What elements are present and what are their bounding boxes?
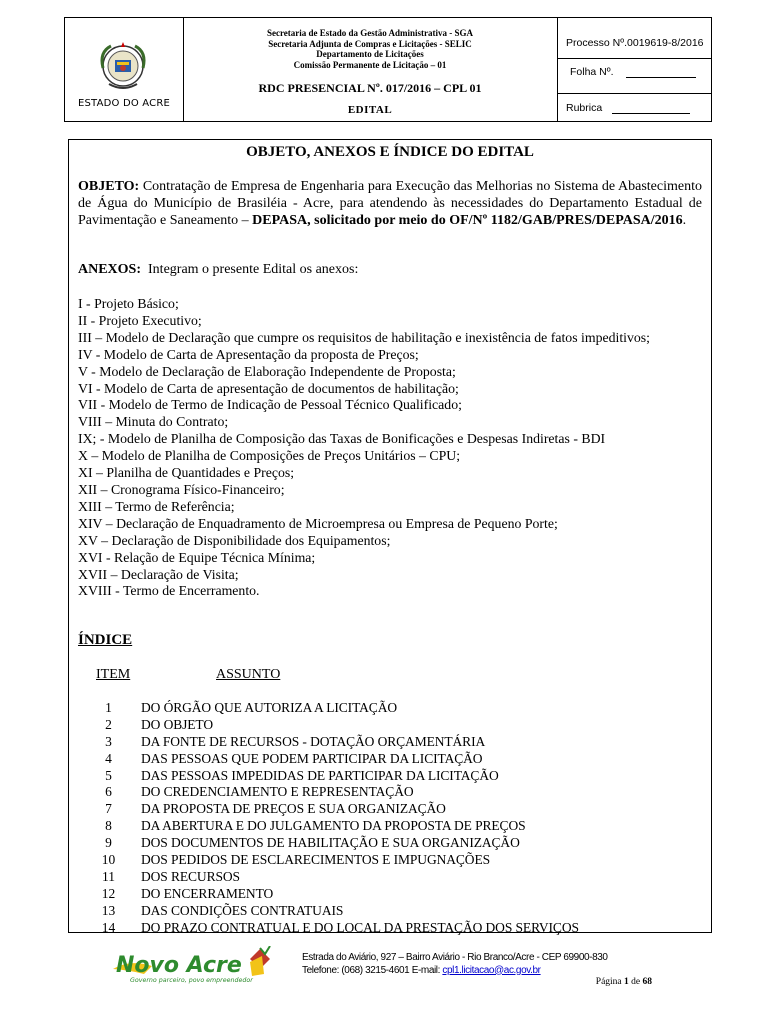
list-item: XVII – Declaração de Visita; bbox=[78, 566, 239, 582]
indice-subject: DAS PESSOAS IMPEDIDAS DE PARTICIPAR DA LICITAÇÃO bbox=[141, 767, 499, 783]
indice-number: 11 bbox=[102, 868, 115, 884]
header-line: Departamento de Licitações bbox=[316, 49, 424, 59]
indice-subject: DO ENCERRAMENTO bbox=[141, 885, 274, 901]
indice-number: 4 bbox=[105, 750, 112, 766]
indice-subject: DO PRAZO CONTRATUAL E DO LOCAL DA PRESTAÇÃO DOS SERVIÇOS bbox=[141, 919, 579, 935]
folha-label: Folha Nº. bbox=[570, 66, 614, 78]
logo-wordmark: Novo Acre bbox=[116, 953, 242, 978]
list-item: XVI - Relação de Equipe Técnica Mínima; bbox=[78, 549, 316, 565]
indice-subject: DOS RECURSOS bbox=[141, 868, 240, 884]
indice-row bbox=[69, 801, 711, 818]
contact-line bbox=[302, 965, 608, 978]
indice-number: 3 bbox=[105, 733, 112, 749]
indice-subject: DO OBJETO bbox=[141, 716, 213, 732]
current-page: 1 bbox=[624, 977, 629, 987]
objeto-bold-text: DEPASA, solicitado por meio do OF/Nº 1182/GAB/PRES/DEPASA/2016 bbox=[252, 213, 683, 228]
document-header bbox=[64, 17, 712, 122]
list-item: X – Modelo de Planilha de Composições de Preços Unitários – CPU; bbox=[78, 448, 461, 464]
indice-row bbox=[69, 700, 711, 717]
indice-number: 9 bbox=[105, 835, 112, 851]
logo-tagline: Governo parceiro, povo empreendedor bbox=[130, 977, 253, 984]
rubrica-blank bbox=[612, 103, 690, 114]
indice-row bbox=[69, 734, 711, 751]
list-item: XVIII - Termo de Encerramento. bbox=[78, 583, 260, 599]
indice-title: ÍNDICE bbox=[78, 632, 133, 648]
indice-number: 1 bbox=[105, 700, 112, 715]
list-item: XII – Cronograma Físico-Financeiro; bbox=[78, 481, 285, 497]
indice-number: 7 bbox=[105, 801, 112, 817]
divider bbox=[558, 58, 712, 59]
objeto-label: OBJETO: bbox=[78, 179, 140, 194]
edital-label: EDITAL bbox=[347, 104, 393, 116]
indice-list bbox=[69, 700, 711, 936]
header-logo-cell bbox=[65, 18, 184, 121]
list-item: IV - Modelo de Carta de Apresentação da proposta de Preços; bbox=[78, 346, 419, 362]
anexos-label: ANEXOS: bbox=[78, 262, 142, 277]
rdc-number: RDC PRESENCIAL Nº. 017/2016 – CPL 01 bbox=[258, 81, 482, 95]
list-item: XIII – Termo de Referência; bbox=[78, 498, 235, 514]
page-mid: de bbox=[628, 977, 643, 987]
indice-row bbox=[69, 886, 711, 903]
indice-row bbox=[69, 869, 711, 886]
header-process-cell bbox=[557, 18, 712, 121]
indice-number: 5 bbox=[105, 767, 112, 783]
header-agency-lines bbox=[183, 28, 557, 70]
document-body bbox=[68, 139, 712, 933]
list-item: I - Projeto Básico; bbox=[78, 296, 179, 311]
indice-subject: DA FONTE DE RECURSOS - DOTAÇÃO ORÇAMENTÁRIA bbox=[141, 733, 486, 749]
processo-number: Processo Nº.0019619-8/2016 bbox=[566, 37, 704, 49]
indice-number: 13 bbox=[101, 902, 116, 918]
anexos-intro: Integram o presente Edital os anexos: bbox=[148, 262, 359, 277]
indice-subject: DA PROPOSTA DE PREÇOS E SUA ORGANIZAÇÃO bbox=[141, 801, 446, 817]
section-title: OBJETO, ANEXOS E ÍNDICE DO EDITAL bbox=[246, 144, 534, 160]
indice-col-item: ITEM bbox=[96, 667, 131, 682]
list-item: VI - Modelo de Carta de apresentação de documentos de habilitação; bbox=[78, 380, 459, 396]
indice-number: 8 bbox=[105, 818, 112, 834]
indice-row bbox=[69, 751, 711, 768]
email-link[interactable]: cpl1.licitacao@ac.gov.br bbox=[442, 964, 541, 976]
indice-number: 2 bbox=[105, 716, 112, 732]
list-item: XV – Declaração de Disponibilidade dos Equipamentos; bbox=[78, 532, 391, 548]
footer-address bbox=[302, 952, 608, 977]
indice-subject: DOS DOCUMENTOS DE HABILITAÇÃO E SUA ORGANIZAÇÃO bbox=[141, 835, 520, 851]
indice-col-assunto: ASSUNTO bbox=[216, 667, 281, 682]
header-line: Secretaria Adjunta de Compras e Licitações - SELIC bbox=[268, 38, 472, 49]
indice-row bbox=[69, 835, 711, 852]
header-line: Secretaria de Estado da Gestão Administrativa - SGA bbox=[266, 28, 474, 38]
rubrica-field bbox=[566, 102, 690, 114]
indice-subject: DOS PEDIDOS DE ESCLARECIMENTOS E IMPUGNAÇÕES bbox=[141, 852, 491, 868]
list-item: VIII – Minuta do Contrato; bbox=[78, 414, 229, 430]
rubrica-label: Rubrica bbox=[566, 102, 603, 114]
list-item: II - Projeto Executivo; bbox=[78, 312, 202, 328]
indice-subject: DO CREDENCIAMENTO E REPRESENTAÇÃO bbox=[141, 784, 414, 800]
folha-blank bbox=[626, 67, 696, 78]
novo-acre-logo-icon bbox=[110, 946, 275, 986]
divider bbox=[558, 93, 712, 94]
indice-row bbox=[69, 852, 711, 869]
state-label: ESTADO DO ACRE bbox=[77, 98, 171, 109]
list-item: V - Modelo de Declaração de Elaboração Independente de Proposta; bbox=[78, 363, 456, 379]
folha-field bbox=[570, 66, 696, 78]
indice-number: 6 bbox=[105, 784, 112, 800]
indice-row bbox=[69, 768, 711, 785]
address-line: Estrada do Aviário, 927 – Bairro Aviário - Rio Branco/Acre - CEP 69900-830 bbox=[302, 952, 608, 963]
objeto-paragraph bbox=[78, 178, 702, 229]
list-item: XIV – Declaração de Enquadramento de Microempresa ou Empresa de Pequeno Porte; bbox=[78, 515, 558, 531]
list-item: XI – Planilha de Quantidades e Preços; bbox=[78, 465, 295, 481]
indice-row bbox=[69, 920, 711, 937]
indice-number: 12 bbox=[101, 885, 116, 901]
indice-row bbox=[69, 717, 711, 734]
phone-text: Telefone: (068) 3215-4601 E-mail: bbox=[302, 964, 443, 976]
indice-subject: DO ÓRGÃO QUE AUTORIZA A LICITAÇÃO bbox=[141, 700, 397, 715]
indice-row bbox=[69, 784, 711, 801]
list-item: III – Modelo de Declaração que cumpre os requisitos de habilitação e inexistência de fatos impeditivos; bbox=[78, 329, 650, 345]
indice-number: 14 bbox=[101, 919, 116, 935]
anexos-list bbox=[78, 296, 704, 600]
indice-number: 10 bbox=[101, 852, 116, 868]
header-title-cell bbox=[183, 18, 557, 121]
state-seal-icon bbox=[95, 38, 151, 94]
objeto-end: . bbox=[682, 213, 687, 228]
page-number bbox=[596, 977, 652, 987]
anexos-heading bbox=[78, 262, 358, 278]
list-item: VII - Modelo de Termo de Indicação de Pessoal Técnico Qualificado; bbox=[78, 397, 462, 413]
total-pages: 68 bbox=[642, 977, 652, 987]
indice-subject: DAS CONDIÇÕES CONTRATUAIS bbox=[141, 902, 344, 918]
list-item: IX; - Modelo de Planilha de Composição das Taxas de Bonificações e Despesas Indiretas - BDI bbox=[78, 431, 606, 447]
objeto-text: Contratação de Empresa de Engenharia para Execução das Melhorias no Sistema de Abastecimento de Água do Município de Brasiléia - Acre, para atendendo às necessidades do Departamento Estadual de Pavimentação e Saneamento – bbox=[78, 179, 702, 228]
indice-subject: DAS PESSOAS QUE PODEM PARTICIPAR DA LICITAÇÃO bbox=[141, 750, 483, 766]
page-prefix: Página bbox=[595, 977, 625, 987]
header-line: Comissão Permanente de Licitação – 01 bbox=[293, 59, 447, 70]
indice-subject: DA ABERTURA E DO JULGAMENTO DA PROPOSTA DE PREÇOS bbox=[141, 818, 526, 834]
indice-row bbox=[69, 903, 711, 920]
indice-row bbox=[69, 818, 711, 835]
